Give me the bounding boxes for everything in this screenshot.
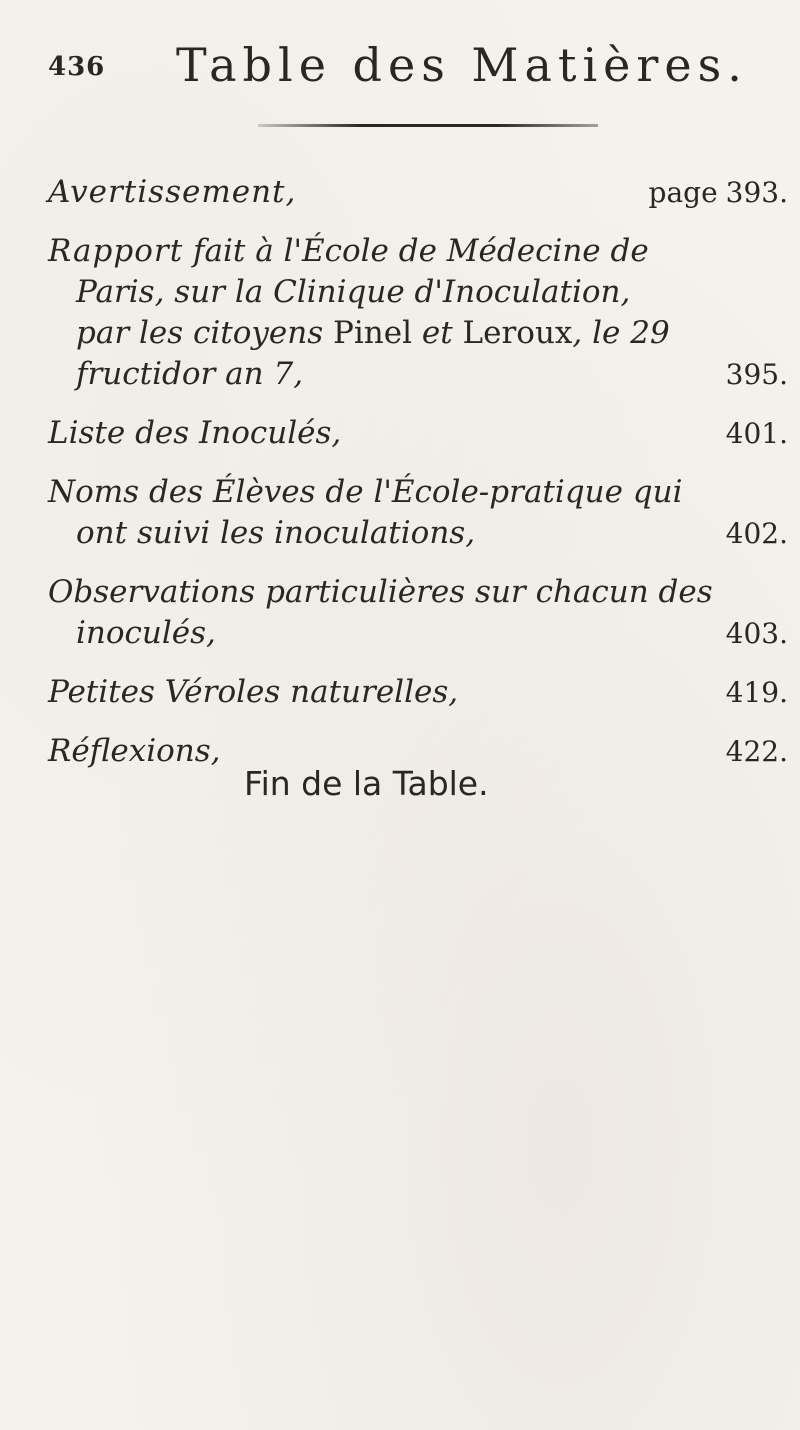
- entry-text: inoculés,: [76, 615, 216, 651]
- page-number: 436: [48, 52, 106, 82]
- entry-text: par les citoyens: [76, 315, 334, 351]
- entry-title: Rapport: [48, 233, 184, 269]
- entry-text: fait à l'École de Médecine de: [183, 233, 649, 269]
- author-name: Pinel: [333, 315, 413, 351]
- entry-title: Observations particulières sur chacun des: [48, 574, 713, 610]
- running-title: Table des Matières.: [176, 38, 748, 92]
- page-header: [48, 38, 768, 92]
- entry-title: Noms des Élèves de l'École-pratique qui: [48, 474, 683, 510]
- toc-entry-avertissement: [48, 172, 788, 213]
- entry-text: Paris, sur la Clinique d'Inoculation,: [76, 274, 631, 310]
- toc-entry-rapport: [48, 231, 788, 395]
- entry-text: , le 29: [572, 315, 670, 351]
- entry-text: fructidor an 7,: [76, 356, 304, 392]
- page-label: page: [648, 176, 718, 209]
- toc-entry-observations: [48, 572, 788, 654]
- entry-title: Avertissement: [48, 174, 286, 210]
- author-name: Leroux: [462, 315, 573, 351]
- entry-page: 422.: [725, 735, 788, 768]
- entry-punct: ,: [285, 174, 296, 210]
- entry-page: 403.: [725, 617, 788, 650]
- entry-title: Liste des Inoculés,: [48, 415, 342, 451]
- entry-title: Petites Véroles naturelles,: [48, 674, 459, 710]
- page-number-value: 393.: [725, 176, 788, 209]
- entry-title: Réflexions,: [48, 733, 221, 769]
- entry-page: 401.: [725, 417, 788, 450]
- entry-page: [649, 172, 788, 213]
- toc-entry-liste: [48, 413, 788, 454]
- entry-page: 395.: [725, 358, 788, 391]
- table-of-contents: [48, 172, 788, 790]
- toc-entry-noms: [48, 472, 788, 554]
- toc-entry-petites-veroles: [48, 672, 788, 713]
- end-of-table: Fin de la Table.: [244, 764, 489, 803]
- entry-page: 419.: [725, 676, 788, 709]
- entry-text: et: [412, 315, 463, 351]
- entry-text: ont suivi les inoculations,: [76, 515, 476, 551]
- entry-page: 402.: [725, 517, 788, 550]
- header-rule: [258, 124, 598, 127]
